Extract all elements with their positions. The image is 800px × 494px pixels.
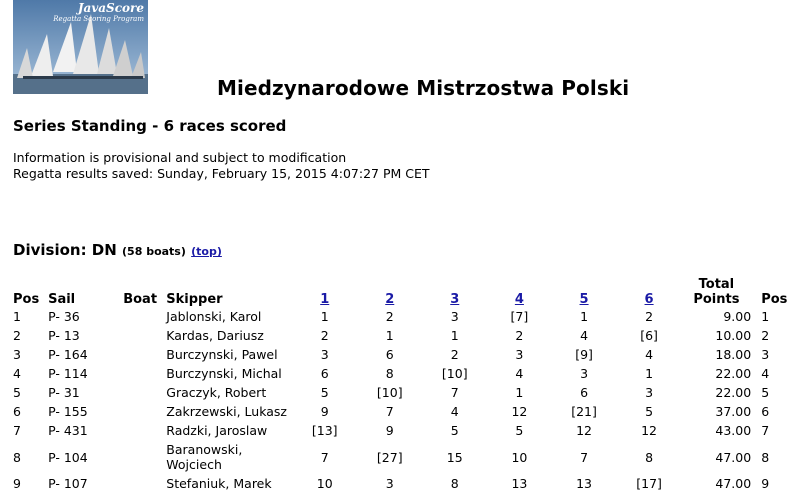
cell-race-3: [10] (441, 366, 468, 381)
cell-race-1: 3 (320, 347, 329, 362)
info-saved-timestamp: Regatta results saved: Sunday, February 15, 2015 4:07:27 PM CET (13, 166, 430, 181)
cell-race-6: 8 (645, 449, 654, 465)
logo-subtitle: Regatta Scoring Program (53, 15, 144, 23)
cell-race-1: [13] (311, 423, 338, 438)
cell-race-1: 1 (320, 309, 329, 324)
cell-race-4: 4 (515, 366, 524, 381)
race-2-link[interactable]: 2 (385, 292, 395, 307)
cell-race-4: 10 (511, 449, 528, 465)
cell-race-2: 7 (385, 404, 394, 419)
cell-race-3: 8 (450, 476, 459, 491)
cell-race-5: 4 (580, 328, 589, 343)
cell-race-6: 4 (645, 347, 654, 362)
total-header-line2: Points (693, 292, 740, 307)
cell-total-points: 22.00 (715, 366, 752, 381)
cell-skipper: Burczynski, Michal (166, 366, 282, 381)
cell-race-3: 2 (450, 347, 459, 362)
logo-title: JavaScore (77, 1, 144, 15)
cell-total-points: 22.00 (715, 385, 752, 400)
cell-skipper: Radzki, Jaroslaw (166, 423, 268, 438)
cell-skipper: Burczynski, Pawel (166, 347, 278, 362)
cell-pos: 7 (13, 423, 21, 438)
cell-skipper: Jablonski, Karol (166, 309, 262, 324)
cell-race-4: [7] (510, 309, 529, 324)
cell-race-4: 3 (515, 347, 524, 362)
cell-race-4: 13 (511, 476, 528, 491)
col-sail: Sail (48, 292, 76, 307)
cell-race-3: 15 (446, 449, 463, 465)
cell-race-6: [6] (640, 328, 658, 343)
total-header-line1: Total (698, 277, 735, 292)
cell-race-2: 3 (385, 476, 394, 491)
cell-race-4: 2 (515, 328, 524, 343)
cell-pos: 6 (13, 404, 21, 419)
top-link[interactable]: (top) (191, 245, 222, 258)
cell-sail: P- 155 (48, 404, 88, 419)
cell-boat (123, 364, 166, 383)
race-4-link[interactable]: 4 (514, 292, 524, 307)
cell-pos-right: 4 (761, 366, 770, 381)
cell-race-2: [10] (376, 385, 403, 400)
cell-pos-right: 7 (761, 423, 770, 438)
col-race-4 (487, 275, 551, 307)
cell-race-3: 7 (450, 385, 459, 400)
cell-total-points: 10.00 (715, 328, 752, 343)
cell-total-points: 43.00 (715, 423, 752, 438)
cell-skipper: Baranowski, Wojciech (166, 442, 243, 472)
cell-race-1: 2 (320, 328, 329, 343)
cell-total-points: 47.00 (715, 476, 752, 491)
race-6-link[interactable]: 6 (644, 292, 654, 307)
cell-pos-right: 8 (761, 449, 770, 465)
header-row (8, 275, 800, 307)
cell-sail: P- 164 (48, 347, 88, 362)
cell-race-4: 12 (511, 404, 528, 419)
results-table (8, 275, 800, 493)
cell-pos-right: 3 (761, 347, 770, 362)
cell-race-1: 5 (320, 385, 329, 400)
cell-race-2: [27] (376, 449, 403, 465)
cell-sail: P- 114 (48, 366, 88, 381)
cell-pos: 3 (13, 347, 21, 362)
col-pos-right: Pos (761, 292, 788, 307)
division-boat-count: (58 boats) (122, 245, 186, 258)
table-row (8, 307, 800, 326)
cell-race-5: 6 (580, 385, 589, 400)
cell-pos: 9 (13, 476, 21, 491)
cell-boat (123, 383, 166, 402)
cell-race-2: 8 (385, 366, 394, 381)
table-row (8, 345, 800, 364)
cell-race-3: 4 (450, 404, 459, 419)
cell-race-3: 3 (450, 309, 459, 324)
cell-race-1: 9 (320, 404, 329, 419)
cell-boat (123, 345, 166, 364)
col-race-2 (357, 275, 422, 307)
cell-pos-right: 1 (761, 309, 770, 324)
cell-skipper: Kardas, Dariusz (166, 328, 264, 343)
cell-boat (123, 474, 166, 493)
cell-race-5: 1 (580, 309, 589, 324)
cell-sail: P- 31 (48, 385, 80, 400)
cell-race-2: 1 (385, 328, 394, 343)
javascore-logo (13, 0, 148, 94)
cell-sail: P- 36 (48, 309, 80, 324)
cell-race-6: 3 (645, 385, 654, 400)
cell-pos-right: 2 (761, 328, 770, 343)
col-pos: Pos (13, 292, 40, 307)
cell-sail: P- 13 (48, 328, 80, 343)
col-total-points (682, 275, 752, 307)
race-1-link[interactable]: 1 (320, 292, 330, 307)
col-boat: Boat (123, 292, 158, 307)
division-heading (13, 241, 222, 259)
cell-race-4: 5 (515, 423, 524, 438)
cell-total-points: 47.00 (715, 449, 752, 465)
col-race-5 (552, 275, 617, 307)
cell-pos: 4 (13, 366, 21, 381)
cell-race-3: 5 (450, 423, 459, 438)
col-race-6 (617, 275, 682, 307)
cell-total-points: 37.00 (715, 404, 752, 419)
cell-race-5: 7 (580, 449, 589, 465)
cell-race-1: 10 (316, 476, 333, 491)
race-5-link[interactable]: 5 (579, 292, 589, 307)
cell-race-5: 12 (576, 423, 592, 438)
page-title: Miedzynarodowe Mistrzostwa Polski (217, 76, 630, 100)
cell-boat (123, 402, 166, 421)
cell-race-2: 2 (385, 309, 394, 324)
division-label: Division: DN (13, 241, 117, 259)
cell-boat (123, 326, 166, 345)
race-3-link[interactable]: 3 (450, 292, 460, 307)
cell-skipper: Zakrzewski, Lukasz (166, 404, 287, 419)
col-race-3 (422, 275, 487, 307)
table-row (8, 383, 800, 402)
series-title: Series Standing - 6 races scored (13, 117, 287, 135)
cell-sail: P- 104 (48, 449, 88, 465)
table-row (8, 440, 800, 474)
cell-race-2: 6 (385, 347, 394, 362)
col-skipper: Skipper (166, 292, 223, 307)
table-row (8, 474, 800, 493)
cell-skipper: Graczyk, Robert (166, 385, 267, 400)
cell-total-points: 9.00 (723, 309, 752, 324)
cell-race-6: 2 (645, 309, 654, 324)
info-provisional: Information is provisional and subject to modification (13, 150, 347, 165)
cell-pos-right: 6 (761, 404, 770, 419)
cell-boat (123, 307, 166, 326)
table-row (8, 364, 800, 383)
cell-pos: 8 (13, 449, 21, 465)
cell-race-1: 7 (320, 449, 329, 465)
cell-race-6: 12 (641, 423, 658, 438)
cell-pos-right: 9 (761, 476, 770, 491)
cell-race-3: 1 (450, 328, 459, 343)
cell-pos-right: 5 (761, 385, 770, 400)
cell-boat (123, 421, 166, 440)
cell-sail: P- 431 (48, 423, 88, 438)
cell-race-5: [9] (575, 347, 593, 362)
col-race-1 (292, 275, 357, 307)
cell-race-6: 1 (645, 366, 654, 381)
cell-pos: 1 (13, 309, 21, 324)
table-row (8, 402, 800, 421)
cell-sail: P- 107 (48, 476, 88, 491)
cell-skipper: Stefaniuk, Marek (166, 476, 272, 491)
cell-pos: 2 (13, 328, 21, 343)
cell-race-2: 9 (385, 423, 394, 438)
cell-race-6: [17] (636, 476, 662, 491)
cell-race-4: 1 (515, 385, 524, 400)
cell-race-6: 5 (645, 404, 654, 419)
cell-race-5: 3 (580, 366, 589, 381)
cell-race-1: 6 (320, 366, 329, 381)
table-row (8, 326, 800, 345)
cell-boat (123, 440, 166, 474)
cell-race-5: [21] (571, 404, 597, 419)
cell-race-5: 13 (576, 476, 592, 491)
cell-pos: 5 (13, 385, 21, 400)
table-row (8, 421, 800, 440)
cell-total-points: 18.00 (715, 347, 752, 362)
